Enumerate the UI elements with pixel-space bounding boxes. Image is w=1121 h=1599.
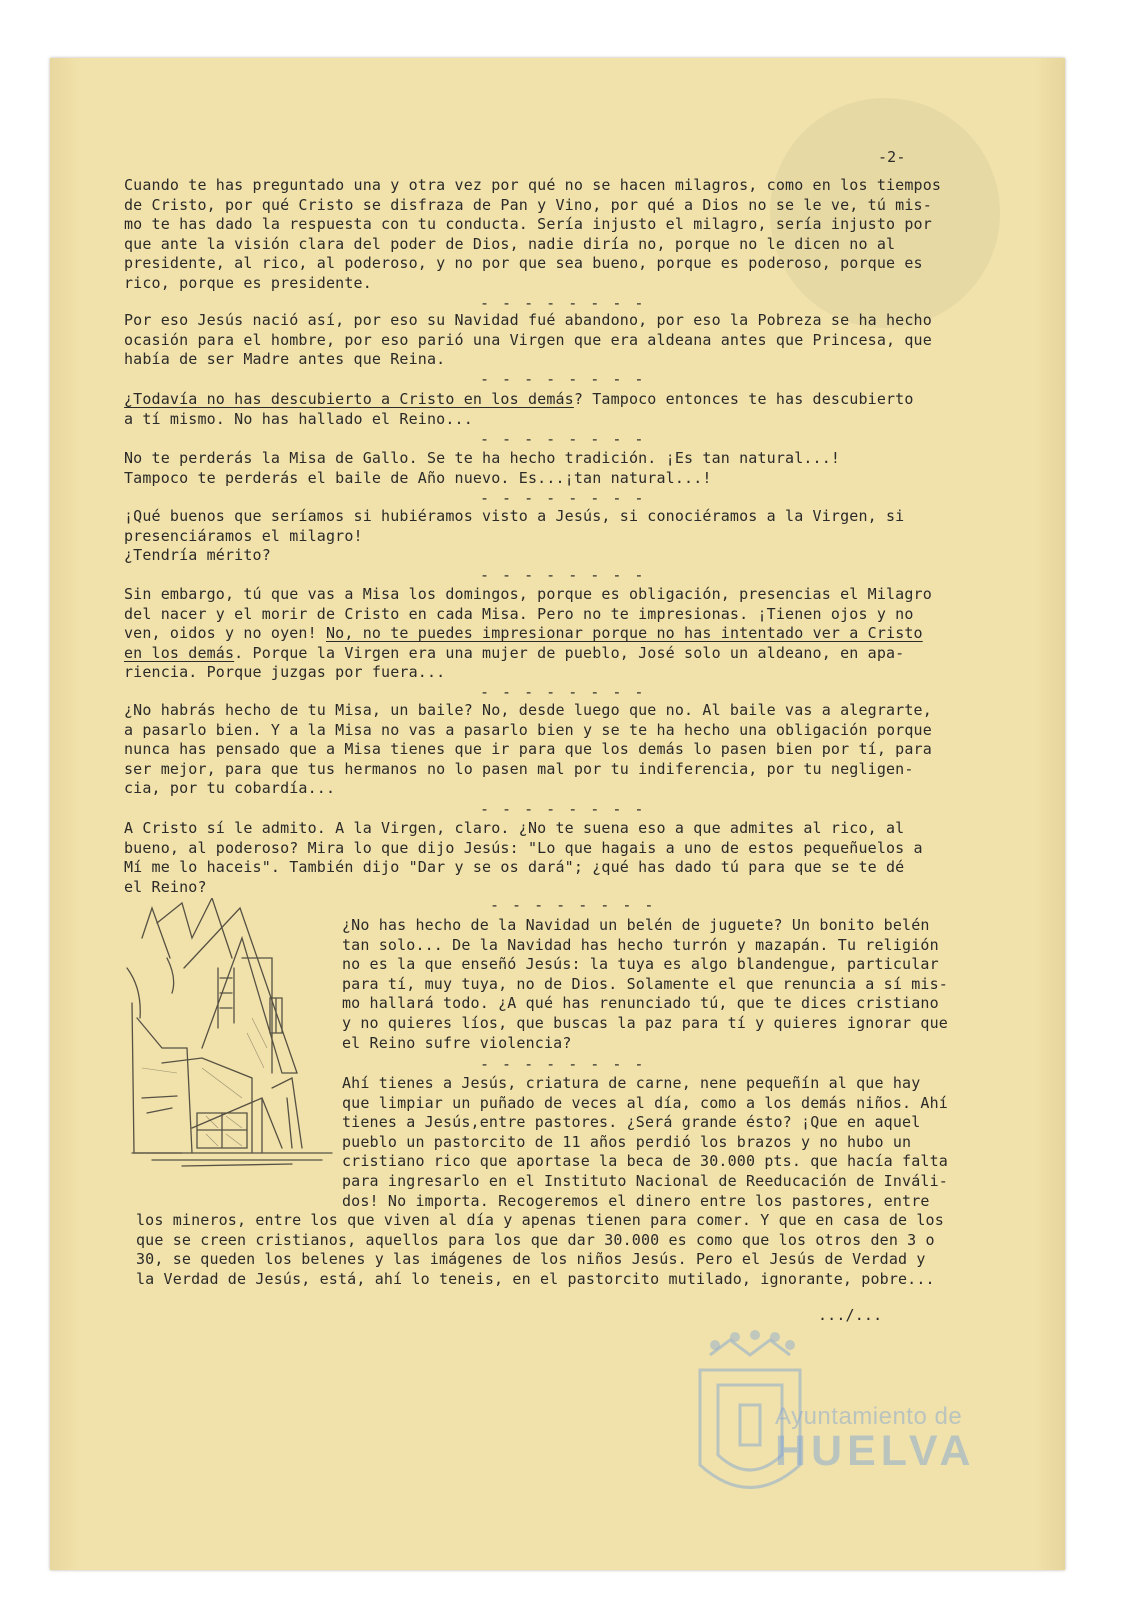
separator: - - - - - - - - (480, 800, 646, 818)
paragraph-1: Cuando te has preguntado una y otra vez por qué no se hacen milagros, como en los tiempos de Cristo, por qué Cristo se disfraza de Pan y Vino, por qué a Dios no se le ve, tú mis- mo te has dado la respuesta con tu conducta. Sería injusto el milagro, sería injusto por que ante la visión clara del poder de Dios, nadie diría no, porque no le dicen no al presidente, al rico, al poderoso, y no por que sea bueno, porque es poderoso, porque es rico, porque es presidente. (124, 176, 942, 292)
paragraph-8: A Cristo sí le admito. A la Virgen, claro. ¿No te suena eso a que admites al rico, al bueno, al poderoso? Mira lo que dijo Jesús: "Lo que hagais a uno de estos pequeñuelos a Mí me lo haceis". También dijo "Dar y se os dará"; ¿qué has dado tú para que se te dé el Reino? (124, 819, 923, 896)
watermark-text (775, 1403, 975, 1476)
watermark-line-1: Ayuntamiento de (775, 1403, 963, 1430)
separator: - - - - - - - - (480, 370, 646, 388)
separator: - - - - - - - - (480, 489, 646, 507)
paragraph-10: Ahí tienes a Jesús, criatura de carne, nene pequeñín al que hay que limpiar un puñado de veces al día, como a los demás niños. Ahí tienes a Jesús,entre pastores. ¿Será grande ésto? ¡Que en aquel pueblo un pastorcito de 11 años perdió los brazos y no hubo un cristiano rico que aportase la beca de 30.000 pts. que hacía falta para ingresarlo en el Instituto Nacional de Reeducación de Inváli- dos! No importa. Recogeremos el dinero entre los pastores, entre (342, 1074, 948, 1210)
separator: - - - - - - - - (480, 430, 646, 448)
separator: - - - - - - - - (490, 896, 656, 914)
paragraph-7: ¿No habrás hecho de tu Misa, un baile? No, desde luego que no. Al baile vas a alegrarte, a pasarlo bien. Y a la Misa no vas a pasarlo bien y se te ha hecho una obligación porque nunca has pensado que a Misa tienes que ir para que los demás lo pasen bien por tí, para ser mejor, para que tus hermanos no lo pasen mal por tu indiferencia, por tu negligen- cia, por tu cobardía... (124, 701, 932, 798)
continuation-mark: .../... (818, 1306, 883, 1324)
paragraph-11: los mineros, entre los que viven al día y apenas tienen para comer. Y que en casa de los que se creen cristianos, aquellos para los que dar 30.000 es como que los otros den 3 o 30, se queden los belenes y las imágenes de los niños Jesús. Pero el Jesús de Verdad y la Verdad de Jesús, está, ahí lo teneis, en el pastorcito mutilado, ignorante, pobre... (136, 1211, 944, 1288)
underlined-phrase: ¿Todavía no has descubierto a Cristo en los demás (124, 390, 574, 408)
separator: - - - - - - - - (480, 1055, 646, 1073)
watermark-line-2: HUELVA (775, 1427, 976, 1475)
separator: - - - - - - - - (480, 683, 646, 701)
separator: - - - - - - - - (480, 566, 646, 584)
page-number: -2- (878, 148, 906, 166)
house-sketch-illustration (122, 898, 342, 1228)
paragraph-3: ¿Todavía no has descubierto a Cristo en los demás? Tampoco entonces te has descubierto a tí mismo. No has hallado el Reino... (124, 390, 914, 428)
paragraph-2: Por eso Jesús nació así, por eso su Navidad fué abandono, por eso la Pobreza se ha hecho ocasión para el hombre, por eso parió una Virgen que era aldeana antes que Princesa, que había de ser Madre antes que Reina. (124, 311, 932, 369)
separator: - - - - - - - - (480, 294, 646, 312)
paragraph-9: ¿No has hecho de la Navidad un belén de juguete? Un bonito belén tan solo... De la Navidad has hecho turrón y mazapán. Tu religión no es la que enseñó Jesús: la tuya es algo blandengue, particular para tí, muy tuya, no de Dios. Solamente el que renuncia a sí mis- mo hallará todo. ¿A qué has renunciado tú, que te dices cristiano y no quieres líos, que buscas la paz para tí y quieres ignorar que el Reino sufre violencia? (342, 916, 948, 1052)
paragraph-4: No te perderás la Misa de Gallo. Se te ha hecho tradición. ¡Es tan natural...! Tampoco te perderás el baile de Año nuevo. Es...¡tan natural...! (124, 449, 841, 487)
paragraph-5: ¡Qué buenos que seríamos si hubiéramos visto a Jesús, si conociéramos a la Virgen, si presenciáramos el milagro! ¿Tendría mérito? (124, 507, 905, 565)
paragraph-6: Sin embargo, tú que vas a Misa los domingos, porque es obligación, presencias el Milagro del nacer y el morir de Cristo en cada Misa. Pero no te impresionas. ¡Tienen ojos y no ven, oidos y no oyen! No, no te puedes impresionar porque no has intentado ver a Cristo en los demás. Porque la Virgen era una mujer de pueblo, José solo un aldeano, en apa- riencia. Porque juzgas por fuera... (124, 585, 932, 682)
underlined-phrase: No, no te puedes impresionar porque no has intentado ver a Cristo en los demás (124, 624, 923, 662)
